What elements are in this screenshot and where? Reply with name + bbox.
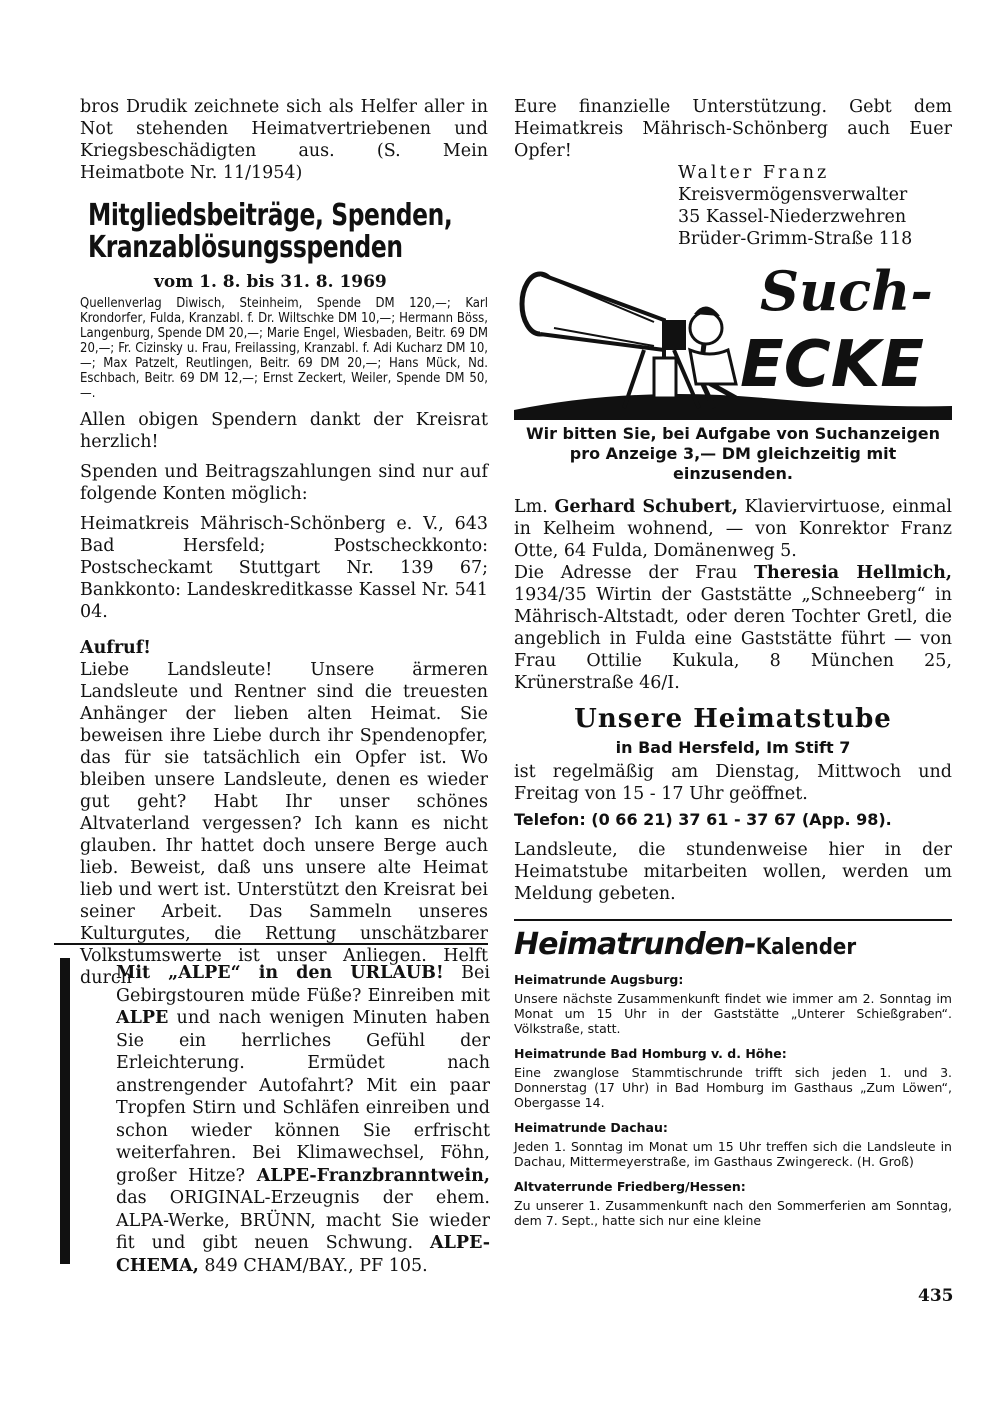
kalender-text: Jeden 1. Sonntag im Monat um 15 Uhr treffen sich die Landsleute in Dachau, Mittermeyerstraße, im Gasthaus Zwingereck. (H. Groß): [514, 1139, 952, 1169]
kalender-entry: [514, 1046, 952, 1110]
heimatstube-phone: Telefon: (0 66 21) 37 61 - 37 67 (App. 98).: [514, 810, 892, 829]
heimatstube-title: Unsere Heimatstube: [574, 704, 892, 734]
ad-text-3: das ORIGINAL-Erzeugnis der ehem. ALPA-Werke, BRÜNN, macht Sie wieder fit und gibt neuen Schwung.: [116, 1188, 490, 1253]
search2-text: 1934/35 Wirtin der Gaststätte „Schneeberg“ in Mährisch-Altstadt, oder deren Tochter Gretl, die angeblich in Fulda eine Gaststätte führt — von Frau Ottilie Kukula, 8 München 25, Krünerstraße 46/I.: [514, 585, 952, 693]
search2-name: Theresia Hellmich,: [754, 563, 952, 583]
search1-prefix: Lm.: [514, 497, 555, 517]
page-number: 435: [918, 1286, 954, 1306]
alpe-advertisement: [116, 962, 490, 1277]
ad-lead: Mit „ALPE“ in den URLAUB!: [116, 963, 444, 983]
kalender-heading: Heimatrunde Bad Homburg v. d. Höhe:: [514, 1046, 787, 1061]
search1-text: Klaviervirtuose, einmal in Kelheim wohnend, — von Konrektor Franz Otte, 64 Fulda, Domänenweg 5.: [514, 497, 953, 561]
kalender-entry: [514, 1120, 952, 1169]
banner-ecke: ECKE: [740, 328, 924, 402]
telescope-illustration: [514, 258, 952, 420]
ad-company: ALPE-CHEMA,: [116, 1233, 490, 1276]
ad-divider: [54, 943, 488, 945]
intro-paragraph: bros Drudik zeichnete sich als Helfer aller in Not stehenden Heimatvertriebenen und Kriegsbeschädigten aus. (S. Mein Heimatbote Nr. 11/1954): [80, 97, 488, 183]
donor-list: Quellenverlag Diwisch, Steinheim, Spende DM 120,—; Karl Krondorfer, Fulda, Kranzabl. f. Dr. Wiltschke DM 10,—; Hermann Böss, Langenburg, Spende DM 20,—; Marie Engel, Wiesbaden, Beitr. 69 DM 20,—; Fr. Cizinsky u. Frau, Freilassing, Kranzabl. f. Adi Kucharz DM 10,—; Max Patzelt, Reutlingen, Beitr. 69 DM 20,—; Hans Mück, Nd. Eschbach, Beitr. 69 DM 12,—; Ernst Zeckert, Weiler, Spende DM 50,—.: [80, 296, 488, 401]
accounts-paragraph: Heimatkreis Mährisch-Schönberg e. V., 643 Bad Hersfeld; Postscheckkonto: Postscheckamt Stuttgart Nr. 139 67; Bankkonto: Landeskreditkasse Kassel Nr. 541 04.: [80, 514, 488, 622]
kalender-text: Unsere nächste Zusammenkunft findet wie immer am 2. Sonntag im Monat um 15 Uhr in der Gaststätte „Unterer Schießgraben“. Völkstraße, statt.: [514, 991, 952, 1036]
kalender-entry: [514, 1179, 952, 1228]
payment-paragraph: Spenden und Beitragszahlungen sind nur auf folgende Konten möglich:: [80, 462, 488, 504]
signature-role: Kreisvermögensverwalter: [678, 185, 908, 205]
search1-name: Gerhard Schubert,: [554, 497, 738, 517]
thanks-paragraph: Allen obigen Spendern dankt der Kreisrat herzlich!: [80, 410, 488, 452]
ad-text-1: Bei Gebirgstouren müde Füße? Einreiben mit: [116, 963, 490, 1006]
ad-text-2: und nach wenigen Minuten haben Sie ein herrliches Gefühl der Erleichterung. Ermüdet nach anstrengender Autofahrt? Mit ein paar Tropfen Stirn und Schläfen einreiben und schon wieder können Sie erfrischt weiterfahren. Bei Klimawechsel, Föhn, großer Hitze?: [116, 1008, 490, 1186]
signature-name: Walter Franz: [678, 163, 830, 183]
search2-prefix: Die Adresse der Frau: [514, 563, 755, 583]
heimatstube-address: in Bad Hersfeld, Im Stift 7: [615, 738, 851, 757]
heimatstube-hours: ist regelmäßig am Dienstag, Mittwoch und Freitag von 15 - 17 Uhr geöffnet.: [514, 762, 952, 804]
kalender-title-b: Kalender: [755, 935, 857, 960]
right-column: [514, 96, 952, 1228]
banner-such: Such-: [760, 259, 933, 323]
search-entry-1: [514, 496, 952, 562]
signature-block: [678, 162, 952, 250]
left-column: [80, 96, 488, 989]
aufruf-paragraph: Liebe Landsleute! Unsere ärmeren Landsleute und Rentner sind die treuesten Anhänger der lieben alten Heimat. Sie beweisen ihre Liebe durch ihr Spendenopfer, das für sie tatsächlich ein Opfer ist. Wo bleiben unsere Landsleute, denen es wieder gut geht? Habt Ihr unser schönes Altvaterland vergessen? Ich kann es nicht glauben. Ihr hattet doch unsere Berge auch lieb. Beweist, daß uns unsere alte Heimat lieb und wert ist. Unterstützt den Kreisrat bei seiner Arbeit. Das Sammeln unseres Kulturgutes, die Rettung unschätzbarer Volkstumswerte ist unser Anliegen. Helft durch: [80, 660, 488, 988]
donations-heading-line2: Kranzablösungsspenden: [88, 230, 403, 265]
right-intro: Eure finanzielle Unterstützung. Gebt dem Heimatkreis Mährisch-Schönberg auch Euer Opfer!: [514, 97, 952, 161]
kalender-title: [514, 919, 952, 962]
kalender-heading: Heimatrunde Augsburg:: [514, 972, 684, 987]
signature-city: 35 Kassel-Niederzwehren: [678, 207, 907, 227]
ad-brand: ALPE-Franzbranntwein,: [256, 1165, 490, 1186]
kalender-heading: Altvaterrunde Friedberg/Hessen:: [514, 1179, 746, 1194]
aufruf-title: Aufruf!: [80, 638, 151, 658]
kalender-heading: Heimatrunde Dachau:: [514, 1120, 668, 1135]
kalender-text: Eine zwanglose Stammtischrunde trifft sich jeden 1. und 3. Donnerstag (17 Uhr) in Bad Homburg im Gasthaus „Zum Löwen“, Obergasse 14.: [514, 1065, 952, 1110]
ad-side-bar: [60, 958, 70, 1264]
date-range: vom 1. 8. bis 31. 8. 1969: [154, 272, 387, 292]
ad-alpe: ALPE: [116, 1008, 169, 1028]
kalender-entry: [514, 972, 952, 1036]
search-entry-2: [514, 562, 952, 694]
kalender-title-a: Heimatrunden-: [514, 927, 756, 962]
such-ecke-banner: [514, 258, 952, 420]
notice-text: Wir bitten Sie, bei Aufgabe von Suchanzeigen pro Anzeige 3,— DM gleichzeitig mit einzusenden.: [525, 424, 941, 483]
signature-street: Brüder-Grimm-Straße 118: [678, 229, 913, 249]
donations-heading-line1: Mitgliedsbeiträge, Spenden,: [88, 198, 453, 233]
ad-address: 849 CHAM/BAY., PF 105.: [198, 1255, 428, 1276]
heimatstube-help: Landsleute, die stundenweise hier in der Heimatstube mitarbeiten wollen, werden um Meldung gebeten.: [514, 840, 952, 904]
kalender-text: Zu unserer 1. Zusammenkunft nach den Sommerferien am Sonntag, dem 7. Sept., hatte sich nur eine kleine: [514, 1198, 952, 1228]
